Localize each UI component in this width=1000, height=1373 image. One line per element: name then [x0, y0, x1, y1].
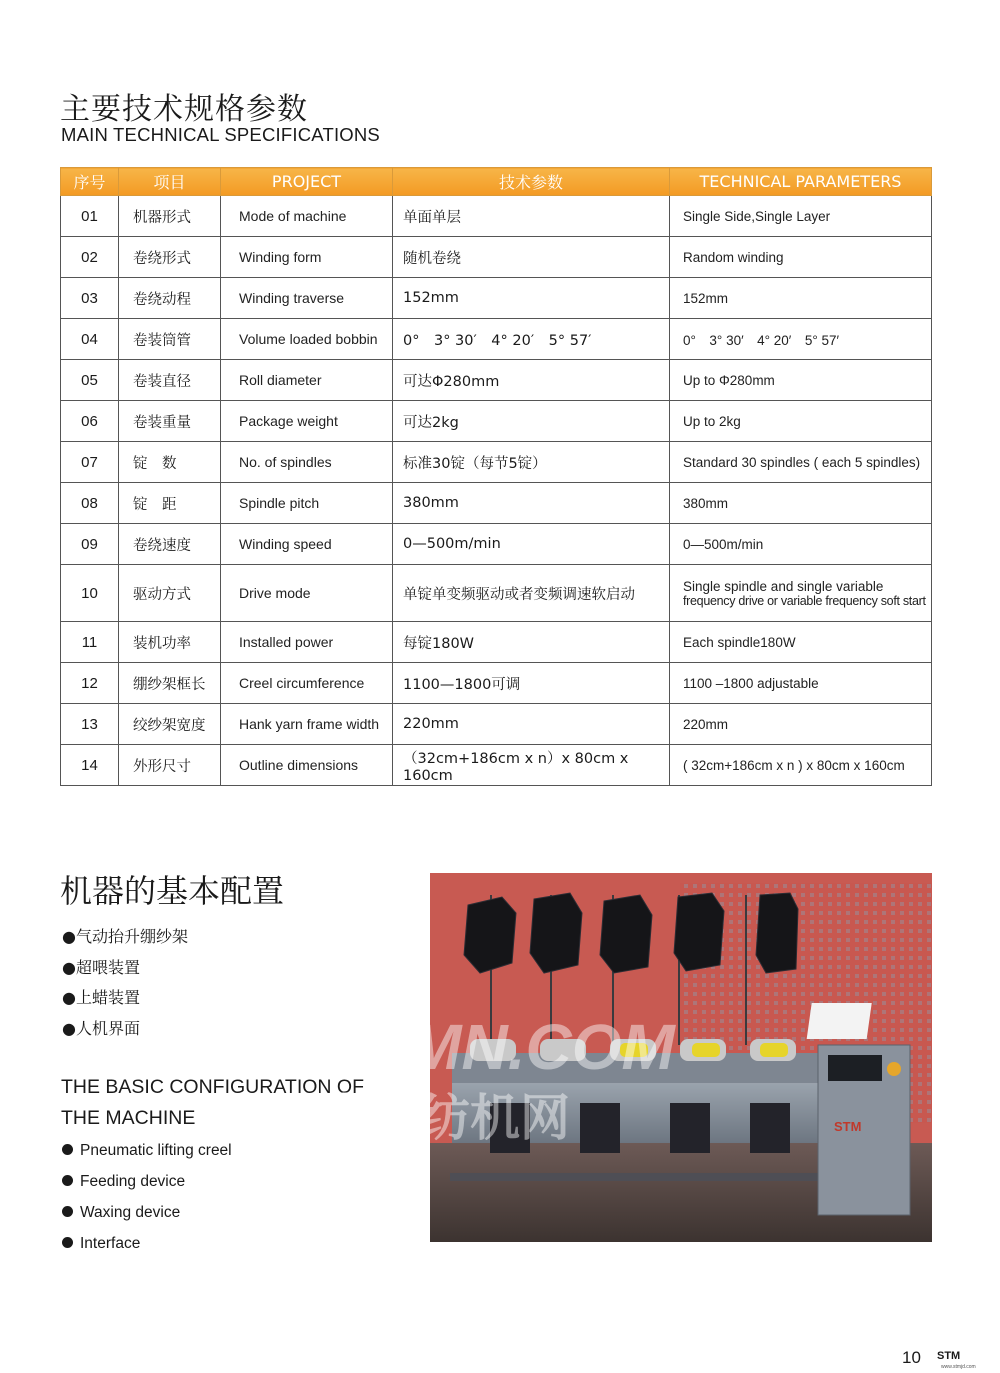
- cell-tech-en: 0—500m/min: [670, 524, 932, 565]
- cell-item: 卷绕动程: [119, 278, 221, 319]
- brand-logo: STM: [937, 1350, 961, 1362]
- cell-tech-en: Random winding: [670, 237, 932, 278]
- machine-illustration: [320, 873, 932, 1242]
- cell-no: 01: [61, 196, 119, 237]
- cell-item: 装机功率: [119, 622, 221, 663]
- header-tech-en: TECHNICAL PARAMETERS: [670, 168, 932, 196]
- table-row: [61, 565, 932, 622]
- cell-project: Winding speed: [221, 524, 393, 565]
- cell-tech-en: Single Side,Single Layer: [670, 196, 932, 237]
- header-project: PROJECT: [221, 168, 393, 196]
- cell-no: 06: [61, 401, 119, 442]
- cell-tech-cn: 0—500m/min: [393, 524, 670, 565]
- list-item: [62, 1171, 232, 1202]
- list-item-label: Feeding device: [80, 1173, 186, 1190]
- spec-header-row: [61, 168, 932, 196]
- cell-no: 04: [61, 319, 119, 360]
- table-row: [61, 483, 932, 524]
- header-item: 项目: [119, 168, 221, 196]
- cell-no: 11: [61, 622, 119, 663]
- list-item: ●上蜡装置: [62, 988, 140, 1007]
- list-item: [62, 1202, 232, 1233]
- cell-tech-en: 380mm: [670, 483, 932, 524]
- header-no: 序号: [61, 168, 119, 196]
- cell-tech-cn: 单面单层: [393, 196, 670, 237]
- cell-project: Volume loaded bobbin: [221, 319, 393, 360]
- table-row: [61, 401, 932, 442]
- config-list-cn: [62, 926, 188, 1048]
- cell-project: Drive mode: [221, 565, 393, 622]
- cell-tech-cn: 1100—1800可调: [393, 663, 670, 704]
- list-item: ●气动抬升绷纱架: [62, 927, 188, 946]
- cell-project: Winding traverse: [221, 278, 393, 319]
- cell-tech-en: Up to Φ280mm: [670, 360, 932, 401]
- cell-no: 02: [61, 237, 119, 278]
- cell-project: Spindle pitch: [221, 483, 393, 524]
- cell-tech-en: [670, 565, 932, 622]
- cell-item: 机器形式: [119, 196, 221, 237]
- cell-project: Mode of machine: [221, 196, 393, 237]
- cell-tech-cn: 单锭单变频驱动或者变频调速软启动: [393, 565, 670, 622]
- cell-tech-cn: 可达2kg: [393, 401, 670, 442]
- cell-tech-cn: 可达Φ280mm: [393, 360, 670, 401]
- machine-photo: [320, 873, 932, 1242]
- table-row: [61, 704, 932, 745]
- table-row: [61, 278, 932, 319]
- config-list-en: [62, 1140, 232, 1264]
- cell-item: 锭 距: [119, 483, 221, 524]
- cell-no: 14: [61, 745, 119, 786]
- watermark-bottom: 中国纺机网: [320, 1089, 570, 1147]
- cell-tech-cn: 380mm: [393, 483, 670, 524]
- cell-no: 12: [61, 663, 119, 704]
- cell-tech-en: ( 32cm+186cm x n ) x 80cm x 160cm: [670, 745, 932, 786]
- cell-tech-en: 1100 –1800 adjustable: [670, 663, 932, 704]
- cell-tech-en: Each spindle180W: [670, 622, 932, 663]
- table-row: [61, 319, 932, 360]
- cell-project: Creel circumference: [221, 663, 393, 704]
- cell-tech-en: 220mm: [670, 704, 932, 745]
- cell-no: 05: [61, 360, 119, 401]
- spec-title-en: MAIN TECHNICAL SPECIFICATIONS: [61, 124, 380, 145]
- spec-table: [60, 167, 932, 786]
- bullet-icon: [62, 1206, 73, 1217]
- cell-project: Package weight: [221, 401, 393, 442]
- cell-item: 卷装重量: [119, 401, 221, 442]
- cell-project: Installed power: [221, 622, 393, 663]
- cell-tech-en: Up to 2kg: [670, 401, 932, 442]
- cell-item: 绞纱架宽度: [119, 704, 221, 745]
- bullet-icon: [62, 1144, 73, 1155]
- cell-item: 卷绕速度: [119, 524, 221, 565]
- list-item-label: Pneumatic lifting creel: [80, 1142, 232, 1159]
- cell-item: 驱动方式: [119, 565, 221, 622]
- list-item: [62, 1233, 232, 1264]
- cell-no: 08: [61, 483, 119, 524]
- cell-no: 10: [61, 565, 119, 622]
- cell-item: 卷绕形式: [119, 237, 221, 278]
- cell-item: 绷纱架框长: [119, 663, 221, 704]
- cell-project: Hank yarn frame width: [221, 704, 393, 745]
- cell-tech-cn: 标准30锭（每节5锭）: [393, 442, 670, 483]
- list-item-label: Waxing device: [80, 1204, 181, 1221]
- table-row: [61, 442, 932, 483]
- cell-project: Roll diameter: [221, 360, 393, 401]
- brand-url: www.stmjd.com: [941, 1364, 976, 1370]
- table-row: [61, 745, 932, 786]
- cell-project: Winding form: [221, 237, 393, 278]
- table-row: [61, 622, 932, 663]
- list-item-label: Interface: [80, 1235, 141, 1252]
- list-item: [62, 1140, 232, 1171]
- table-row: [61, 524, 932, 565]
- cell-tech-en-line2: frequency drive or variable frequency soft start: [683, 593, 926, 608]
- cell-tech-en: 0° 3° 30′ 4° 20′ 5° 57′: [670, 319, 932, 360]
- cell-item: 卷装筒管: [119, 319, 221, 360]
- page-number: 10: [902, 1348, 921, 1367]
- bullet-icon: [62, 1237, 73, 1248]
- table-row: [61, 360, 932, 401]
- cell-tech-en-line1: Single spindle and single variable: [683, 578, 884, 594]
- header-tech-cn: 技术参数: [393, 168, 670, 196]
- spec-title-cn: 主要技术规格参数: [60, 92, 308, 127]
- cell-tech-en: Standard 30 spindles ( each 5 spindles): [670, 442, 932, 483]
- list-item: ●超喂装置: [62, 957, 140, 977]
- config-title-cn: 机器的基本配置: [60, 872, 285, 910]
- table-row: [61, 196, 932, 237]
- cell-item: 卷装直径: [119, 360, 221, 401]
- cell-no: 09: [61, 524, 119, 565]
- config-title-en: THE BASIC CONFIGURATION OF THE MACHINE: [61, 1076, 364, 1129]
- cell-item: 锭 数: [119, 442, 221, 483]
- cell-tech-en: 152mm: [670, 278, 932, 319]
- table-row: [61, 237, 932, 278]
- watermark-top: TTMN.COM: [330, 1011, 675, 1083]
- cell-tech-cn: 0° 3° 30′ 4° 20′ 5° 57′: [393, 319, 670, 360]
- cell-project: No. of spindles: [221, 442, 393, 483]
- cell-no: 13: [61, 704, 119, 745]
- cell-tech-cn: 220mm: [393, 704, 670, 745]
- panel-logo: STM: [834, 1119, 862, 1134]
- cell-tech-cn: 随机卷绕: [393, 237, 670, 278]
- cell-tech-cn: （32cm+186cm x n）x 80cm x 160cm: [393, 745, 670, 786]
- cell-project: Outline dimensions: [221, 745, 393, 786]
- cell-no: 03: [61, 278, 119, 319]
- cell-item: 外形尺寸: [119, 745, 221, 786]
- cell-tech-cn: 每锭180W: [393, 622, 670, 663]
- bullet-icon: [62, 1175, 73, 1186]
- list-item: ●人机界面: [62, 1018, 140, 1038]
- cell-tech-cn: 152mm: [393, 278, 670, 319]
- cell-no: 07: [61, 442, 119, 483]
- table-row: [61, 663, 932, 704]
